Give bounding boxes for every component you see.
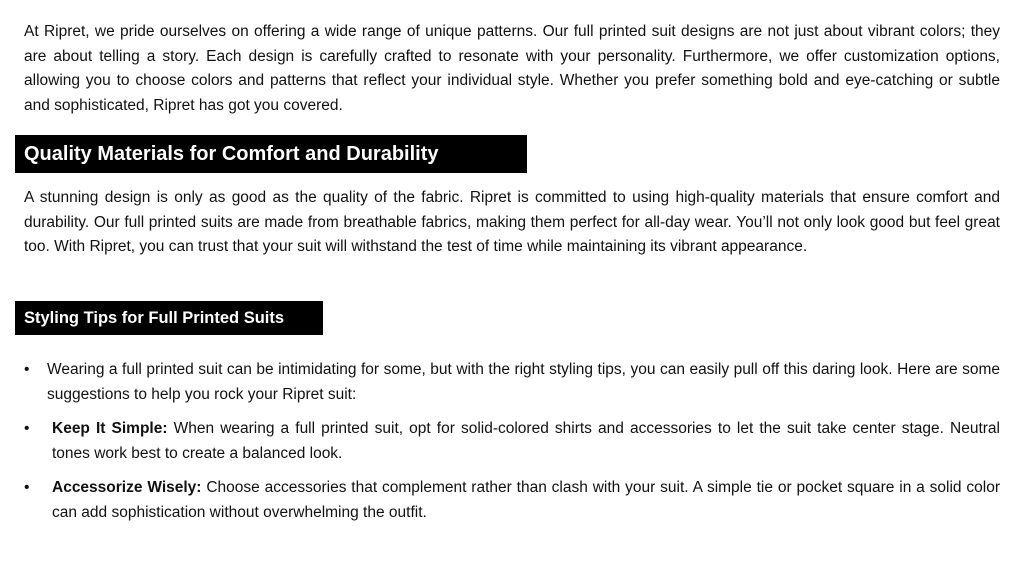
styling-tips-heading: Styling Tips for Full Printed Suits (15, 301, 323, 335)
list-item-text (47, 358, 1000, 407)
quality-materials-paragraph: A stunning design is only as good as the quality of the fabric. Ripret is committed to using high-quality materials that ensure comfort and durability. Our full printed suits are made from breathable fabrics, making them perfect for all-day wear. You’ll not only look good but feel great too. With Ripret, you can trust that your suit will withstand the test of time while maintaining its vibrant appearance. (24, 189, 1000, 255)
list-item (24, 358, 1000, 407)
list-item-body: Wearing a full printed suit can be intimidating for some, but with the right styling tips, you can easily pull off this daring look. Here are some suggestions to help you rock your Ripret suit: (47, 361, 1000, 403)
styling-tips-list (24, 358, 1000, 535)
list-item-text (52, 476, 1000, 525)
list-item-lead: Accessorize Wisely: (52, 479, 202, 496)
list-item-body: When wearing a full printed suit, opt for solid-colored shirts and accessories to let the suit take center stage. Neutral tones work best to create a balanced look. (52, 420, 1000, 462)
intro-paragraph: At Ripret, we pride ourselves on offering a wide range of unique patterns. Our full printed suit designs are not just about vibrant colors; they are about telling a story. Each design is carefully crafted to resonate with your personality. Furthermore, we offer customization options, allowing you to choose colors and patterns that reflect your individual style. Whether you prefer something bold and eye-catching or subtle and sophisticated, Ripret has got you covered. (24, 23, 1000, 114)
list-item (24, 417, 1000, 466)
list-item (24, 476, 1000, 525)
bullet-icon: • (24, 361, 30, 378)
list-item-lead: Keep It Simple: (52, 420, 168, 437)
bullet-icon: • (24, 479, 30, 496)
bullet-icon: • (24, 420, 30, 437)
list-item-text (52, 417, 1000, 466)
list-item-body: Choose accessories that complement rather than clash with your suit. A simple tie or pocket square in a solid color can add sophistication without overwhelming the outfit. (52, 479, 1000, 521)
quality-materials-heading: Quality Materials for Comfort and Durability (15, 135, 527, 173)
